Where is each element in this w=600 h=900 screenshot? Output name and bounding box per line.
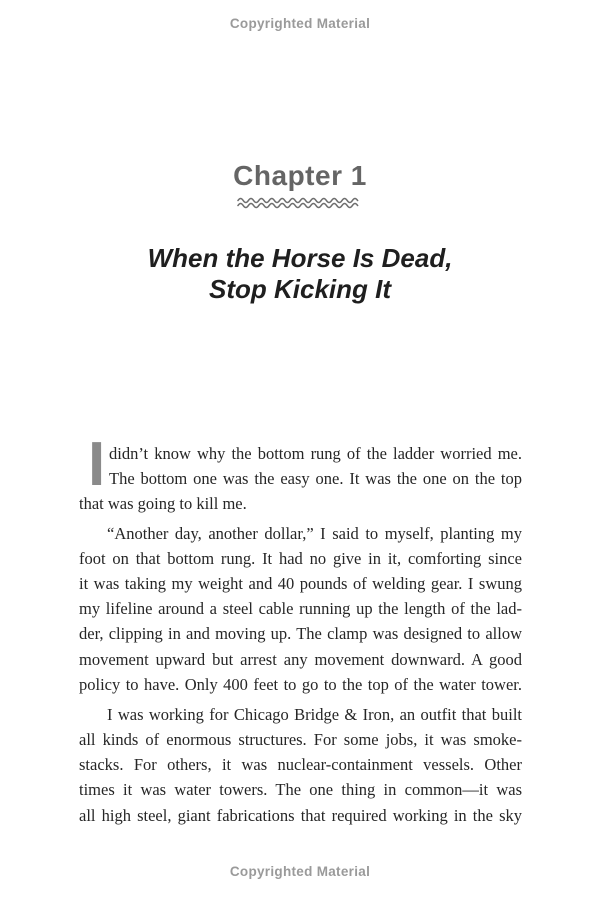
- body-line: that was going to kill me.: [79, 494, 247, 514]
- chapter-heading: Chapter 1: [233, 160, 367, 191]
- chapter-title-line-1: When the Horse Is Dead,: [147, 243, 453, 273]
- paragraph-2: [79, 521, 522, 697]
- body-line: my lifeline around a steel cable running up the length of the lad-: [79, 599, 522, 619]
- body-line: all high steel, giant fabrications that required working in the sky: [79, 805, 522, 825]
- body-text: [79, 430, 522, 828]
- body-line: “Another day, another dollar,” I said to myself, planting my: [107, 523, 522, 543]
- body-line: der, clipping in and moving up. The clamp was designed to allow: [79, 624, 522, 644]
- body-line: I was working for Chicago Bridge & Iron, an outfit that built: [107, 704, 522, 724]
- body-line: all kinds of enormous structures. For some jobs, it was smoke-: [79, 730, 522, 750]
- drop-cap: I: [88, 430, 106, 499]
- paragraph-3: [79, 702, 522, 828]
- body-line: times it was water towers. The one thing in common—it was: [79, 780, 522, 800]
- body-line: policy to have. Only 400 feet to go to the top of the water tower.: [79, 674, 522, 694]
- watermark-top: Copyrighted Material: [229, 16, 371, 31]
- body-line: didn’t know why the bottom rung of the ladder worried me.: [109, 444, 522, 463]
- ornament-wrap: [0, 196, 600, 215]
- body-line: foot on that bottom rung. It had no give in it, comforting since: [79, 548, 522, 568]
- paragraph-1: [79, 430, 522, 517]
- body-line: it was taking my weight and 40 pounds of welding gear. I swung: [79, 573, 522, 593]
- watermark-bottom: Copyrighted Material: [229, 864, 371, 879]
- body-line: stacks. For others, it was nuclear-containment vessels. Other: [79, 755, 522, 775]
- body-line: movement upward but arrest any movement downward. A good: [79, 649, 522, 669]
- wavy-divider-icon: [236, 196, 364, 210]
- chapter-title-line-2: Stop Kicking It: [209, 274, 391, 304]
- chapter-title: [0, 243, 600, 305]
- body-line: The bottom one was the easy one. It was the one on the top: [109, 469, 522, 489]
